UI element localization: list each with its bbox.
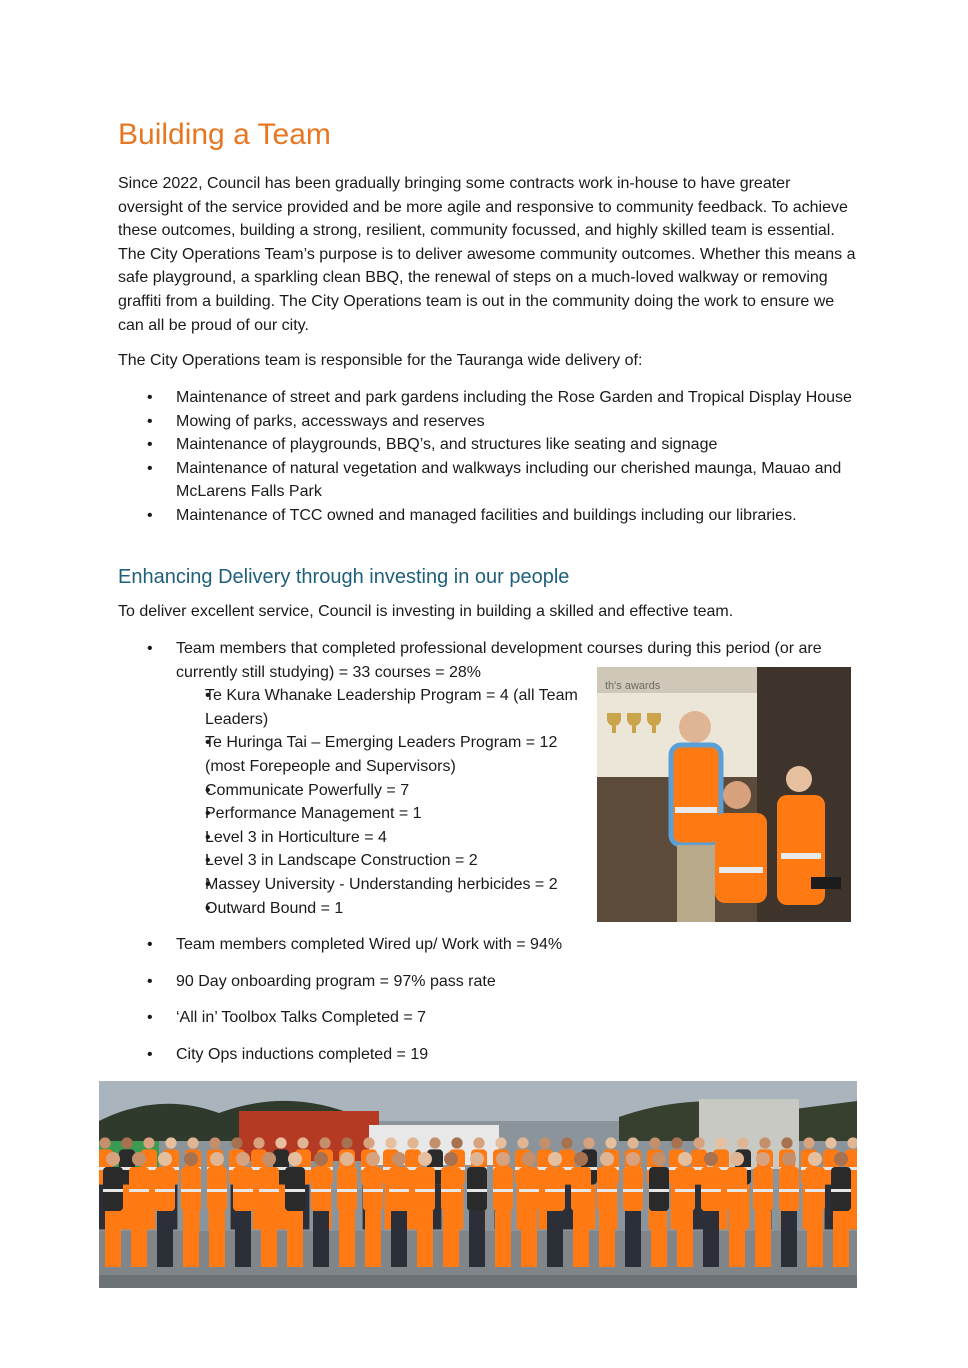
list-item: • Maintenance of natural vegetation and walkways including our cherished maunga, Mauao and McLarens Falls Park — [118, 457, 856, 504]
course-item: • Massey University - Understanding herbicides = 2 — [176, 873, 596, 897]
crowd-person-head — [319, 1137, 330, 1148]
crowd-person-head — [209, 1137, 220, 1148]
crowd-person-legs — [703, 1211, 719, 1267]
crowd-person-reflective-stripe — [415, 1189, 435, 1192]
responsibility-intro: The City Operations team is responsible for the Tauranga wide delivery of: — [118, 352, 643, 369]
crowd-person-head — [470, 1152, 484, 1166]
leaders-photo — [597, 667, 851, 922]
crowd-person-head — [539, 1137, 550, 1148]
crowd-person-head — [652, 1152, 666, 1166]
crowd-person-head — [165, 1137, 176, 1148]
crowd-person-head — [253, 1137, 264, 1148]
crowd-person-legs — [313, 1211, 329, 1267]
crowd-person-head — [429, 1137, 440, 1148]
crowd-person-legs — [729, 1211, 745, 1267]
crowd-person-legs — [495, 1211, 511, 1267]
team-photo — [99, 1081, 857, 1288]
development-summary: Team members that completed professional development courses during this period (or are currently still studying) = 33 courses = 28% — [176, 640, 822, 681]
crowd-person-legs — [261, 1211, 277, 1267]
crowd-person-legs — [131, 1211, 147, 1267]
crowd-person-reflective-stripe — [597, 1189, 617, 1192]
crowd-person-reflective-stripe — [675, 1189, 695, 1192]
crowd-person-head — [99, 1137, 110, 1148]
crowd-person-head — [473, 1137, 484, 1148]
crowd-person-head — [626, 1152, 640, 1166]
crowd-person-legs — [469, 1211, 485, 1267]
course-item: • Te Huringa Tai – Emerging Leaders Program = 12 (most Forepeople and Supervisors) — [176, 731, 596, 778]
crowd-person-head — [407, 1137, 418, 1148]
crowd-person-head — [297, 1137, 308, 1148]
crowd-person-reflective-stripe — [103, 1189, 123, 1192]
crowd-person-legs — [599, 1211, 615, 1267]
crowd-person-reflective-stripe — [519, 1189, 539, 1192]
crowd-person-reflective-stripe — [207, 1189, 227, 1192]
crowd-person-legs — [833, 1211, 849, 1267]
section-subheading: Enhancing Delivery through investing in our people — [118, 566, 570, 588]
team-photo-illustration — [99, 1081, 857, 1288]
crowd-person-reflective-stripe — [233, 1189, 253, 1192]
crowd-person-legs — [339, 1211, 355, 1267]
crowd-person-head — [275, 1137, 286, 1148]
intro-paragraph: Since 2022, Council has been gradually bringing some contracts work in-house to have greater oversight of the service provided and be more agile and responsive to community feedback. To achieve these outcomes, building a strong, resilient, community focussed, and highly skilled team is essential. The City Operations Team’s purpose is to deliver awesome community outcomes. Whether this means a safe playground, a sparkling clean BBQ, the renewal of steps on a much-loved walkway or removing graffiti from a building. The City Operations team is out in the community doing the work to ensure we can all be proud of our city. — [118, 175, 856, 334]
crowd-person-legs — [651, 1211, 667, 1267]
crowd-person-legs — [417, 1211, 433, 1267]
leaders-photo-illustration — [597, 667, 851, 922]
crowd-person-head — [236, 1152, 250, 1166]
course-item: • Communicate Powerfully = 7 — [176, 779, 596, 803]
course-item: • Level 3 in Landscape Construction = 2 — [176, 849, 596, 873]
list-item: • Maintenance of street and park gardens including the Rose Garden and Tropical Display House — [118, 386, 856, 410]
crowd-person-head — [392, 1152, 406, 1166]
courses-list — [176, 684, 596, 920]
crowd-person-head — [341, 1137, 352, 1148]
crowd-person-reflective-stripe — [337, 1189, 357, 1192]
crowd-person-reflective-stripe — [753, 1189, 773, 1192]
list-item: • Team members completed Wired up/ Work with = 94% — [118, 933, 858, 957]
crowd-person-head — [834, 1152, 848, 1166]
crowd-person-head — [158, 1152, 172, 1166]
crowd-person-head — [288, 1152, 302, 1166]
crowd-person-head — [418, 1152, 432, 1166]
crowd-person-reflective-stripe — [441, 1189, 461, 1192]
course-item: • Performance Management = 1 — [176, 802, 596, 826]
crowd-person-head — [730, 1152, 744, 1166]
crowd-person-legs — [183, 1211, 199, 1267]
course-item: • Te Kura Whanake Leadership Program = 4 (all Team Leaders) — [176, 684, 596, 731]
crowd-person-head — [756, 1152, 770, 1166]
crowd-person-reflective-stripe — [363, 1189, 383, 1192]
crowd-person-reflective-stripe — [805, 1189, 825, 1192]
crowd-person-head — [187, 1137, 198, 1148]
crowd-person-head — [210, 1152, 224, 1166]
course-item: • Level 3 in Horticulture = 4 — [176, 826, 596, 850]
page-title: Building a Team — [118, 118, 331, 151]
crowd-person-head — [132, 1152, 146, 1166]
responsibilities-list — [118, 386, 856, 528]
crowd-person-reflective-stripe — [727, 1189, 747, 1192]
list-item: • Maintenance of playgrounds, BBQ’s, and structures like seating and signage — [118, 433, 856, 457]
crowd-person-legs — [573, 1211, 589, 1267]
crowd-person-legs — [755, 1211, 771, 1267]
crowd-person-legs — [807, 1211, 823, 1267]
crowd-person-legs — [781, 1211, 797, 1267]
crowd-person-head — [704, 1152, 718, 1166]
crowd-person-reflective-stripe — [779, 1189, 799, 1192]
list-item: • Mowing of parks, accessways and reserves — [118, 410, 856, 434]
course-item: • Outward Bound = 1 — [176, 897, 596, 921]
crowd-person-head — [121, 1137, 132, 1148]
crowd-person-head — [678, 1152, 692, 1166]
crowd-person-head — [627, 1137, 638, 1148]
crowd-person-legs — [235, 1211, 251, 1267]
crowd-person-reflective-stripe — [701, 1189, 721, 1192]
crowd-person-legs — [625, 1211, 641, 1267]
crowd-person-reflective-stripe — [181, 1189, 201, 1192]
crowd-person-head — [600, 1152, 614, 1166]
crowd-person-reflective-stripe — [155, 1189, 175, 1192]
crowd-person-legs — [365, 1211, 381, 1267]
crowd-person-head — [231, 1137, 242, 1148]
crowd-person-reflective-stripe — [389, 1189, 409, 1192]
crowd-person-head — [262, 1152, 276, 1166]
crowd-person-head — [444, 1152, 458, 1166]
crowd-person-legs — [287, 1211, 303, 1267]
crowd-person-head — [184, 1152, 198, 1166]
crowd-person-head — [574, 1152, 588, 1166]
crowd-person-legs — [105, 1211, 121, 1267]
crowd-person-head — [340, 1152, 354, 1166]
crowd-person-head — [143, 1137, 154, 1148]
screen-caption: th's awards — [605, 680, 661, 692]
crowd-person-legs — [209, 1211, 225, 1267]
list-item: • Maintenance of TCC owned and managed facilities and buildings including our libraries. — [118, 504, 856, 528]
crowd-person-reflective-stripe — [129, 1189, 149, 1192]
crowd-person-reflective-stripe — [259, 1189, 279, 1192]
crowd-person-head — [106, 1152, 120, 1166]
investing-intro: To deliver excellent service, Council is investing in building a skilled and effective team. — [118, 603, 734, 620]
crowd-person-head — [385, 1137, 396, 1148]
crowd-person-legs — [547, 1211, 563, 1267]
crowd-person-head — [451, 1137, 462, 1148]
crowd-person-head — [759, 1137, 770, 1148]
crowd-person-head — [649, 1137, 660, 1148]
crowd-person-head — [605, 1137, 616, 1148]
crowd-person-reflective-stripe — [831, 1189, 851, 1192]
crowd-person-legs — [521, 1211, 537, 1267]
crowd-person-head — [314, 1152, 328, 1166]
crowd-person-head — [671, 1137, 682, 1148]
crowd-person-legs — [443, 1211, 459, 1267]
crowd-person-reflective-stripe — [467, 1189, 487, 1192]
crowd-person-reflective-stripe — [649, 1189, 669, 1192]
crowd-person-head — [737, 1137, 748, 1148]
crowd-person-head — [825, 1137, 836, 1148]
crowd-person-head — [782, 1152, 796, 1166]
crowd — [99, 1137, 857, 1267]
list-item: • City Ops inductions completed = 19 — [118, 1043, 858, 1067]
crowd-person-head — [548, 1152, 562, 1166]
crowd-person-head — [495, 1137, 506, 1148]
crowd-person-head — [363, 1137, 374, 1148]
crowd-person-legs — [677, 1211, 693, 1267]
crowd-person-reflective-stripe — [545, 1189, 565, 1192]
crowd-person-head — [715, 1137, 726, 1148]
crowd-person-head — [517, 1137, 528, 1148]
list-item: • ‘All in’ Toolbox Talks Completed = 7 — [118, 1006, 858, 1030]
crowd-person-reflective-stripe — [311, 1189, 331, 1192]
crowd-person-legs — [391, 1211, 407, 1267]
crowd-person-head — [583, 1137, 594, 1148]
crowd-person-head — [781, 1137, 792, 1148]
crowd-person-reflective-stripe — [285, 1189, 305, 1192]
crowd-person-head — [808, 1152, 822, 1166]
crowd-person-head — [561, 1137, 572, 1148]
crowd-person-legs — [157, 1211, 173, 1267]
crowd-person-head — [522, 1152, 536, 1166]
crowd-person-reflective-stripe — [571, 1189, 591, 1192]
crowd-person-head — [366, 1152, 380, 1166]
crowd-person-reflective-stripe — [493, 1189, 513, 1192]
crowd-person-head — [803, 1137, 814, 1148]
list-item: • 90 Day onboarding program = 97% pass rate — [118, 970, 858, 994]
crowd-person-head — [693, 1137, 704, 1148]
crowd-person-reflective-stripe — [623, 1189, 643, 1192]
crowd-person-head — [496, 1152, 510, 1166]
